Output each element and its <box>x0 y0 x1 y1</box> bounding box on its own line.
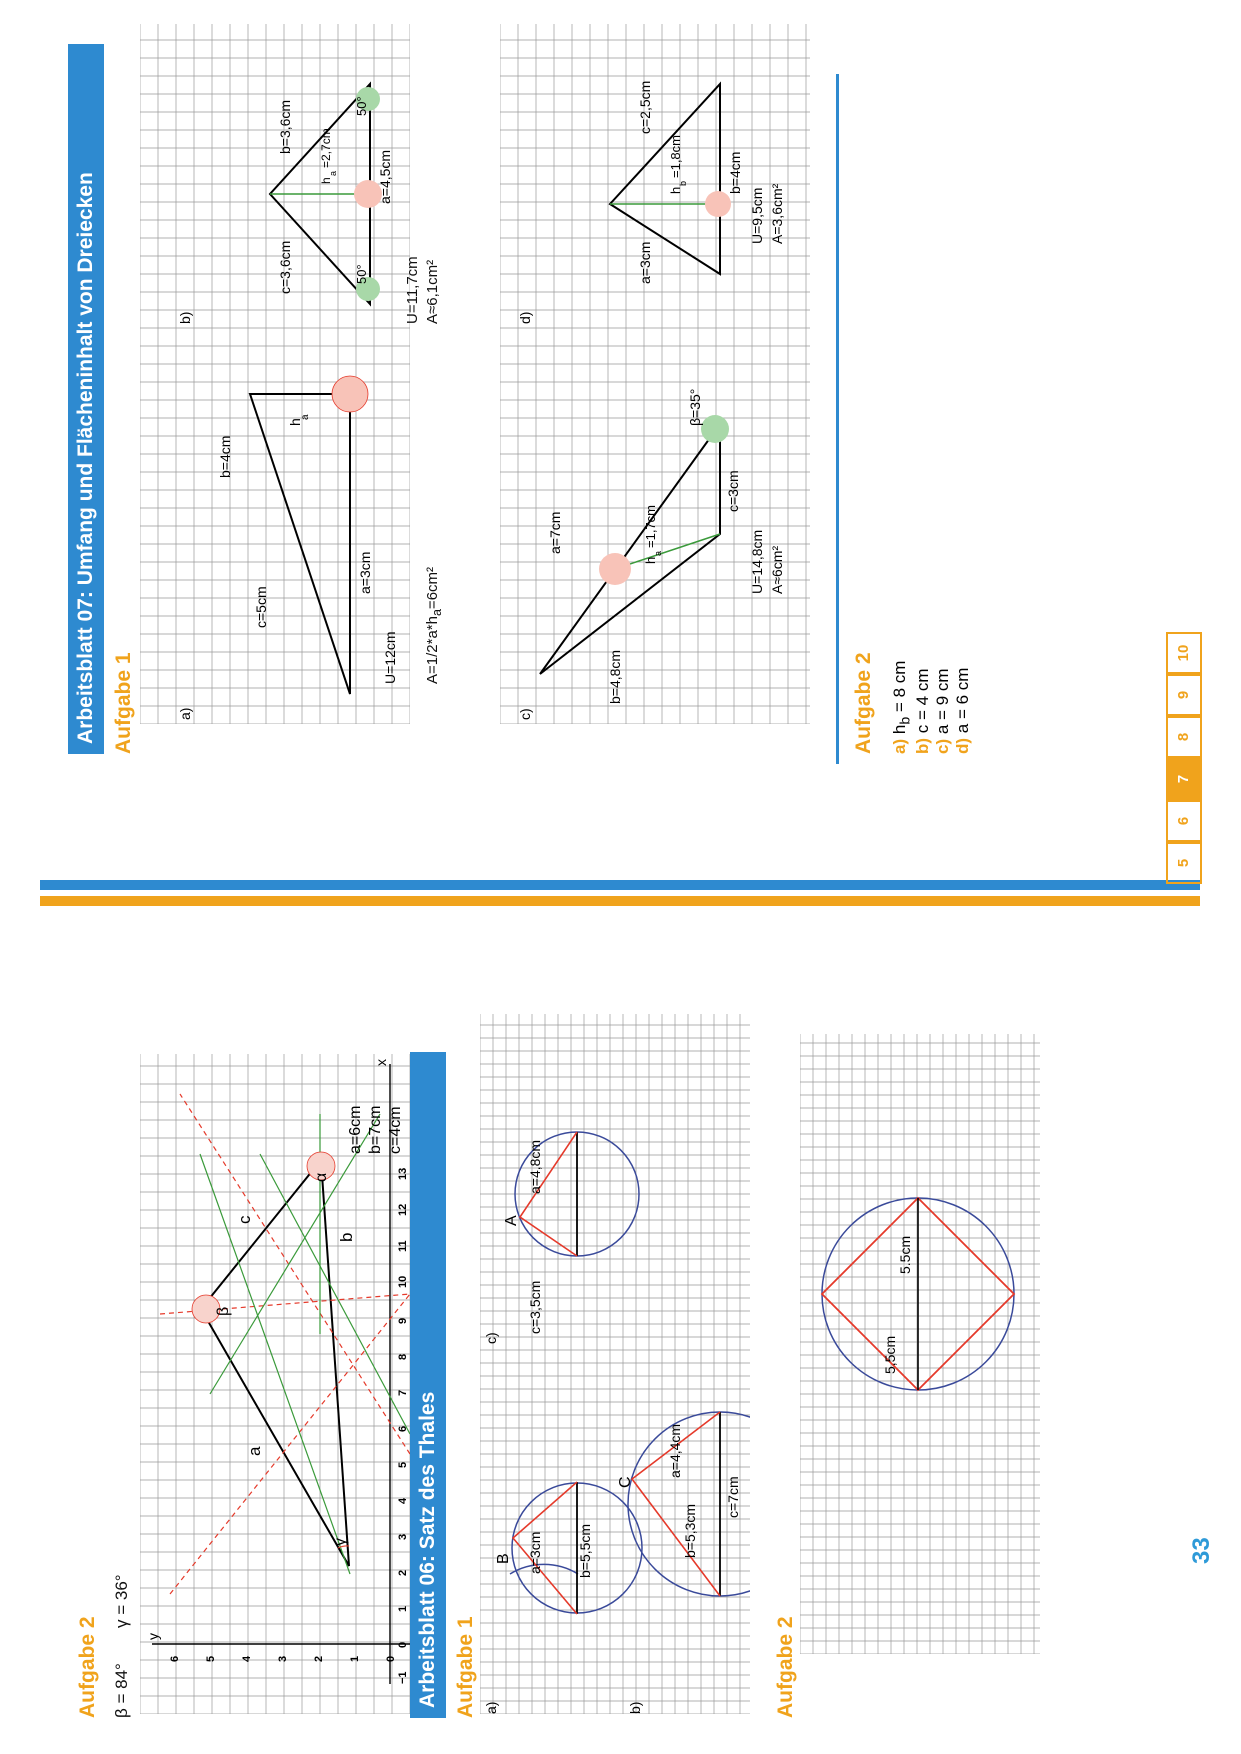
chapter-tab-9[interactable]: 9 <box>1166 674 1202 716</box>
right-angle-c <box>599 553 631 585</box>
chapter-tab-7[interactable]: 7 <box>1166 758 1202 800</box>
a-c-label: c=5cm <box>253 586 269 628</box>
part-c-tag: c) <box>517 708 533 720</box>
x-tick-label: 8 <box>397 1353 409 1360</box>
y-axis-label: y <box>145 1633 161 1640</box>
b-angle-right: 50° <box>354 96 369 116</box>
x-tick-label: −1 <box>397 1671 409 1684</box>
thales-grid <box>480 994 750 1714</box>
gamma-label: γ <box>332 1538 349 1546</box>
x-tick-label: 5 <box>397 1461 409 1468</box>
blatt06-aufgabe1: Aufgabe 1 <box>454 1616 477 1718</box>
part-b-tag: b) <box>177 311 193 324</box>
b-ha-sub: a <box>328 170 338 176</box>
answer-b: b) c = 4 cm <box>913 668 933 754</box>
d-c-label: c=2,5cm <box>637 80 653 134</box>
y-tick-label: 4 <box>241 1655 253 1662</box>
beta-angle: β = 84° <box>112 1663 131 1718</box>
x-tick-label: 12 <box>397 1203 409 1216</box>
c-ha-val: =1,7cm <box>643 505 658 548</box>
thales-a-side1: a=3cm <box>527 1531 543 1574</box>
left-aufgabe2-heading: Aufgabe 2 <box>76 1616 99 1718</box>
x-tick-label: 9 <box>397 1317 409 1324</box>
d-A: A=3,6cm² <box>769 183 785 244</box>
c-A: A≈6cm² <box>769 545 785 594</box>
c-c-label: c=3cm <box>725 470 741 512</box>
b-A: A≈6,1cm² <box>424 259 441 324</box>
x-tick-label: 2 <box>397 1569 409 1576</box>
rhombus-label-side: 5,5cm <box>882 1335 898 1374</box>
part-a-tag: a) <box>177 707 193 720</box>
d-hb-val: =1,8cm <box>668 135 683 178</box>
d-hb-sub: b <box>678 180 688 186</box>
beta-label: β <box>215 1306 232 1316</box>
chapter-tab-5[interactable]: 5 <box>1166 842 1202 884</box>
altitude-line <box>260 1154 410 1434</box>
c-beta-label: β=35° <box>687 388 703 426</box>
triangle-c <box>540 424 720 674</box>
y-tick-label: 5 <box>205 1655 217 1662</box>
b-ha-label: h <box>319 177 333 184</box>
a-U: U=12cm <box>382 631 398 684</box>
right-angle-d <box>705 191 731 217</box>
x-tick-label: 0 <box>397 1641 409 1648</box>
thales-c-side2: a=4,8cm <box>527 1139 543 1194</box>
page-number: 33 <box>1188 1537 1215 1564</box>
chapter-tab-6[interactable]: 6 <box>1166 800 1202 842</box>
y-tick-label: 1 <box>349 1655 361 1662</box>
right-aufgabe2-heading: Aufgabe 2 <box>852 652 875 754</box>
a-ha-label: h <box>287 418 303 426</box>
a-ha-sub: a <box>300 414 311 420</box>
x-axis-label: x <box>373 1059 389 1066</box>
thales-b-tag: b) <box>627 1701 643 1714</box>
thales-b-side3: c=7cm <box>725 1476 741 1518</box>
x-tick-label: 10 <box>397 1275 409 1288</box>
rhombus-label-diag: 5.5cm <box>897 1235 913 1274</box>
triangle-d <box>610 84 720 274</box>
b-angle-left: 50° <box>354 264 369 284</box>
coordinate-grid <box>140 1034 420 1714</box>
x-tick-label: 11 <box>397 1240 409 1252</box>
c-b-label: b=4,8cm <box>607 649 623 704</box>
a-a-label: a=3cm <box>357 551 373 594</box>
x-tick-label: 6 <box>397 1425 409 1432</box>
aufgabe2-list <box>890 661 973 754</box>
d-a-label: a=3cm <box>637 241 653 284</box>
y-tick-label: 3 <box>277 1655 289 1662</box>
point-b: B <box>495 1553 512 1564</box>
side-c-label: c <box>235 1215 254 1224</box>
side-list-b: b=7cm <box>367 1105 384 1154</box>
b-a-label: a=4,5cm <box>377 149 393 204</box>
blatt07-grid-cd <box>500 4 810 724</box>
thales-c-side1: c=3,5cm <box>527 1280 543 1334</box>
answer-a: a) $h_b = 8$ cm <box>890 660 914 754</box>
b-c-label: c=3,6cm <box>277 240 293 294</box>
blatt07-aufgabe1: Aufgabe 1 <box>112 652 135 754</box>
beta-angle-c <box>701 415 729 443</box>
b-ha-val: =2,7cm <box>319 128 333 168</box>
x-tick-label: 4 <box>397 1497 409 1504</box>
thales-b-side2: a=4,4cm <box>667 1423 683 1478</box>
part-d-tag: d) <box>517 311 533 324</box>
side-a-label: a <box>245 1446 264 1456</box>
d-b-label: b=4cm <box>727 151 743 194</box>
right-angle-a <box>332 376 368 412</box>
c-a-label: a=7cm <box>547 511 563 554</box>
section-divider <box>836 74 839 764</box>
separator-blue <box>40 880 1200 890</box>
c-U: U=14,8cm <box>749 529 765 594</box>
thales-b-side1: b=5,3cm <box>682 1503 698 1558</box>
x-tick-label: 13 <box>397 1167 409 1180</box>
a-A-formula: $A=1/2*a*h_a=6cm^2$ <box>424 566 444 684</box>
separator-orange <box>40 896 1200 906</box>
thales-a-side2: b=5,5cm <box>577 1523 593 1578</box>
side-list-c: c=4cm <box>387 1106 404 1154</box>
y-tick-label: 0 <box>385 1655 397 1662</box>
b-U: U=11,7cm <box>404 256 421 324</box>
c-ha-sub: a <box>653 550 663 556</box>
x-tick-label: 3 <box>397 1533 409 1540</box>
a-b-label: b=4cm <box>217 435 233 478</box>
rhombus-grid <box>800 1034 1040 1654</box>
c-ha-label: h <box>643 556 658 564</box>
x-tick-label: 1 <box>397 1605 409 1612</box>
b-b-label: b=3,6cm <box>277 99 293 154</box>
gamma-angle: γ = 36° <box>112 1574 131 1628</box>
chapter-tab-8[interactable]: 8 <box>1166 716 1202 758</box>
y-tick-label: 2 <box>313 1655 325 1662</box>
side-list-a: a=6cm <box>347 1105 364 1154</box>
thales-c-tag: c) <box>483 1332 499 1344</box>
blatt07-title: Arbeitsblatt 07: Umfang und Flächeninhalt von Dreiecken <box>68 44 104 754</box>
thales-a-tag: a) <box>483 1701 499 1714</box>
y-tick-label: 6 <box>169 1655 181 1662</box>
chapter-tab-10[interactable]: 10 <box>1166 632 1202 674</box>
alpha-label: α <box>313 1172 330 1182</box>
altitude-c <box>615 534 720 569</box>
point-a: A <box>503 1215 520 1226</box>
side-b-label: b <box>337 1232 356 1242</box>
answer-d: d) a = 6 cm <box>953 667 973 754</box>
d-hb-label: h <box>668 186 683 194</box>
x-tick-label: 7 <box>397 1389 409 1396</box>
d-U: U=9,5cm <box>749 187 765 244</box>
blatt06-aufgabe2: Aufgabe 2 <box>774 1616 797 1718</box>
blatt07-grid-ab <box>140 4 410 724</box>
answer-c: c) a = 9 cm <box>933 668 953 754</box>
blatt06-title: Arbeitsblatt 06: Satz des Thales <box>410 1052 446 1718</box>
point-c: C <box>617 1476 634 1488</box>
